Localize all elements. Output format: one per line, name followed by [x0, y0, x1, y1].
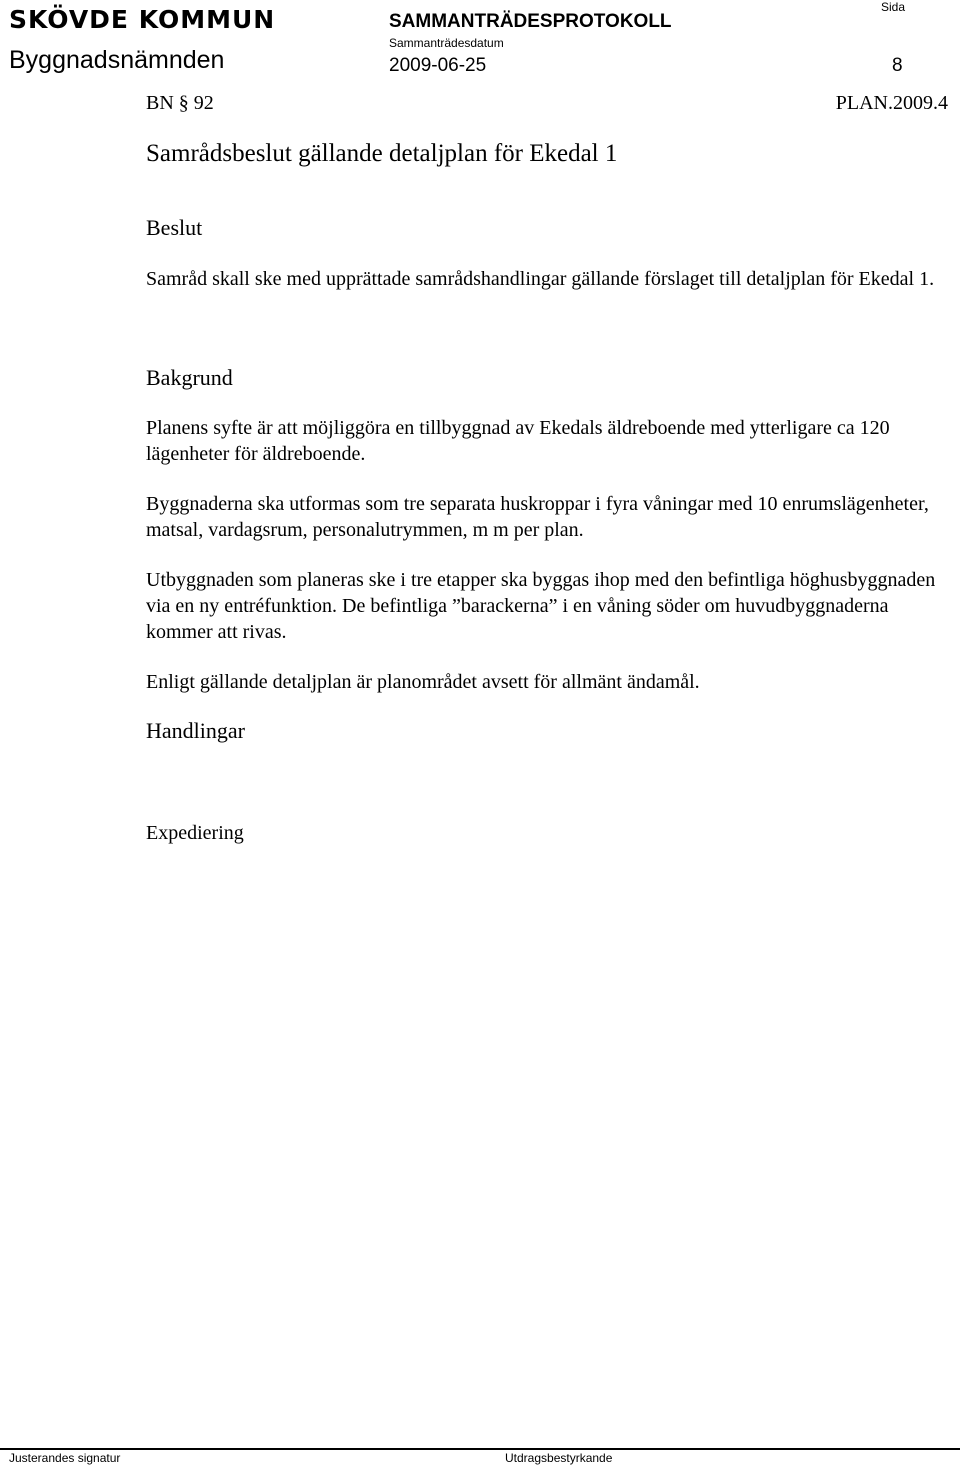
section-heading-beslut: Beslut: [146, 215, 203, 240]
bakgrund-paragraph-2: Byggnaderna ska utformas som tre separata huskroppar i fyra våningar med 10 enrumslägenheter, matsal, vardagsrum, personalutrymmen, m m per plan.: [146, 493, 929, 541]
page-number: 8: [892, 55, 903, 76]
protocol-title: SAMMANTRÄDESPROTOKOLL: [389, 11, 672, 32]
expediering-label: Expediering: [146, 822, 244, 844]
signature-label: Justerandes signatur: [9, 1451, 121, 1465]
beslut-text: Samråd skall ske med upprättade samrådshandlingar gällande förslaget till detaljplan för Ekedal 1.: [146, 268, 935, 290]
bakgrund-paragraph-1: Planens syfte är att möjliggöra en tillbyggnad av Ekedals äldreboende med ytterligare ca 120 lägenheter för äldreboende.: [146, 417, 890, 465]
bakgrund-paragraph-4: Enligt gällande detaljplan är planområdet avsett för allmänt ändamål.: [146, 671, 700, 693]
extract-label: Utdragsbestyrkande: [505, 1451, 613, 1465]
org-logo: SKÖVDE KOMMUN: [9, 5, 276, 34]
date-label: Sammanträdesdatum: [389, 36, 504, 50]
meeting-date: 2009-06-25: [389, 55, 487, 76]
section-heading-bakgrund: Bakgrund: [146, 365, 233, 390]
case-number: BN § 92: [146, 92, 214, 114]
bakgrund-paragraph-3: Utbyggnaden som planeras ske i tre etapper ska byggas ihop med den befintliga höghusbyggnaden via en ny entréfunktion. De befintliga ”barackerna” i en våning söder om huvudbyggnaderna kommer att rivas.: [146, 569, 936, 643]
page-label: Sida: [881, 0, 906, 14]
reference-number: PLAN.2009.4: [835, 92, 948, 114]
section-heading-handlingar: Handlingar: [146, 718, 245, 743]
committee-name: Byggnadsnämnden: [9, 46, 225, 74]
footer-divider: [0, 1448, 960, 1450]
page-title: Samrådsbeslut gällande detaljplan för Ekedal 1: [146, 140, 618, 167]
